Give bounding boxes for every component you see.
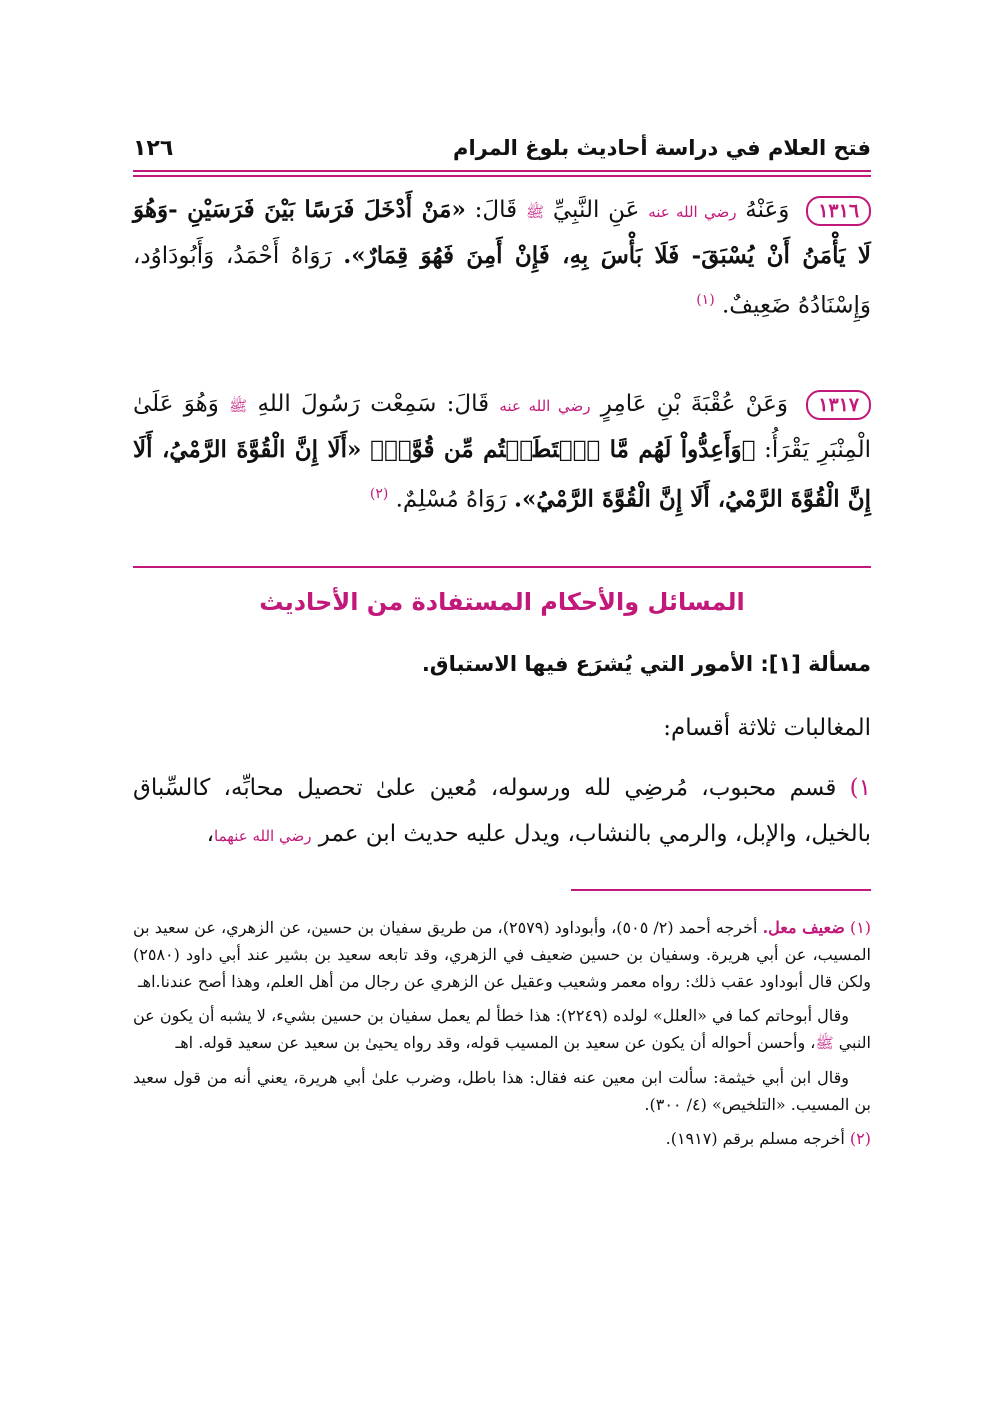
list-item-text: ، [206, 821, 215, 847]
hadith-text: وَعَنْ عُقْبَةَ بْنِ عَامِرٍ [600, 391, 788, 417]
hadith-1317 [133, 382, 871, 522]
footnote-1-paragraph: وقال ابن أبي خيثمة: سألت ابن معين عنه فقال: هذا باطل، وضرب علىٰ أبي هريرة، يعني أنه من قول سعيد بن المسيب. «التلخيص» (٤/ ٣٠٠). [133, 1068, 871, 1114]
footnote-1-paragraph [133, 1002, 871, 1057]
running-title: فتح العلام في دراسة أحاديث بلوغ المرام [453, 136, 871, 160]
footnote-text: أخرجه مسلم برقم (١٩١٧). [665, 1129, 845, 1148]
hadith-takhrij: رَوَاهُ مُسْلِمٌ. [395, 486, 507, 513]
intro-paragraph: المغالبات ثلاثة أقسام: [663, 715, 871, 741]
footnotes [133, 914, 871, 1159]
salutation-icon: ﷺ [229, 397, 248, 415]
salutation-icon: ﷺ [815, 1034, 834, 1052]
footnote-text: وقال أبوحاتم كما في «العلل» لولده (٢٢٤٩): هذا خطأ لم يعمل سفيان بن حسين بشيء، لا يشبه أن يكون عن النبي [133, 1006, 871, 1052]
footnote-1 [133, 914, 871, 995]
list-item-number: ١) [849, 775, 871, 801]
list-item-text: قسم محبوب، مُرضِي لله ورسوله، مُعين علىٰ تحصيل محابِّه، كالسِّباق بالخيل، والإبل، والرمي بالنشاب، ويدل عليه حديث ابن عمر [133, 775, 871, 847]
footnote-ref[interactable]: (٢) [369, 486, 389, 502]
honorific-icon: رضي الله عنهما [214, 827, 312, 845]
hadith-number-badge: ١٣١٧ [806, 390, 871, 420]
footnote-ref[interactable]: (١) [696, 292, 715, 308]
footnote-separator [571, 889, 871, 891]
footnote-text: أخرجه أحمد (٢/ ٥٠٥)، وأبوداود (٢٥٧٩)، من طريق سفيان بن حسين، عن الزهري، عن سعيد بن المسيب، عن أبي هريرة. وسفيان بن حسين ضعيف في الزهري، وقد تابعه سعيد بن بشير عند أبي داود (٢٥٨٠) ولكن قال أبوداود عقب ذلك: رواه معمر وشعيب وعقيل عن الزهري عن رجال من أهل العلم، وهذا أصح عندنا.اهـ [133, 918, 871, 991]
footnote-text: ، وأحسن أحواله أن يكون عن سعيد بن المسيب قوله، وقد رواه يحيىٰ بن سعيد عن سعيد قوله. اهـ [175, 1033, 816, 1052]
hadith-takhrij: رَوَاهُ أَحْمَدُ، وَأَبُودَاوُد، وَإِسْنَادُهُ ضَعِيفٌ. [133, 243, 871, 319]
hadith-text: قَالَ: سَمِعْت رَسُولَ اللهِ [257, 391, 490, 417]
issue-title: الأمور التي يُشرَع فيها الاستباق. [421, 652, 754, 676]
header-rule-top [133, 170, 871, 172]
section-divider [133, 566, 871, 568]
hadith-text: وَهُوَ عَلَىٰ الْمِنْبَرِ يَقْرَأُ: [133, 391, 872, 463]
honorific-icon: رضي الله عنه [648, 203, 737, 221]
issue-label: مسألة [١]: [760, 652, 871, 676]
footnote-2 [133, 1125, 871, 1152]
issue-heading [133, 652, 871, 676]
section-title: المسائل والأحكام المستفادة من الأحاديث [259, 588, 745, 616]
list-item [133, 765, 871, 859]
footnote-grade: ضعيف معل. [762, 918, 845, 937]
hadith-1316 [133, 188, 871, 328]
hadith-number-badge: ١٣١٦ [806, 196, 871, 226]
salutation-icon: ﷺ [525, 203, 545, 221]
footnote-number: (١) [849, 918, 872, 937]
footnote-number: (٢) [849, 1129, 871, 1148]
header-rule-bottom [133, 175, 871, 177]
quran-verse: ﴿وَأَعِدُّواْ لَهُم مَّا ٱسۡتَطَعۡتُم مِّن قُوَّةٖ﴾ [370, 436, 756, 463]
page-header [133, 128, 871, 168]
hadith-text: عَنِ النَّبِيِّ [552, 197, 640, 223]
page-number: ١٢٦ [133, 135, 174, 161]
hadith-matn: «أَلَا إِنَّ الْقُوَّةَ الرَّمْيُ، أَلَا إِنَّ الْقُوَّةَ الرَّمْيُ، أَلَا إِنَّ الْقُوَّةَ الرَّمْيُ». [133, 436, 871, 513]
hadith-matn: «مَنْ أَدْخَلَ فَرَسًا بَيْنَ فَرَسَيْنِ -وَهُوَ لَا يَأْمَنُ أَنْ يُسْبَقَ- فَلَا بَأْسَ بِهِ، فَإِنْ أَمِنَ فَهُوَ قِمَارٌ». [133, 196, 871, 269]
honorific-icon: رضي الله عنه [499, 397, 591, 415]
hadith-text: وَعَنْهُ [745, 197, 790, 223]
hadith-text: قَالَ: [474, 197, 518, 223]
